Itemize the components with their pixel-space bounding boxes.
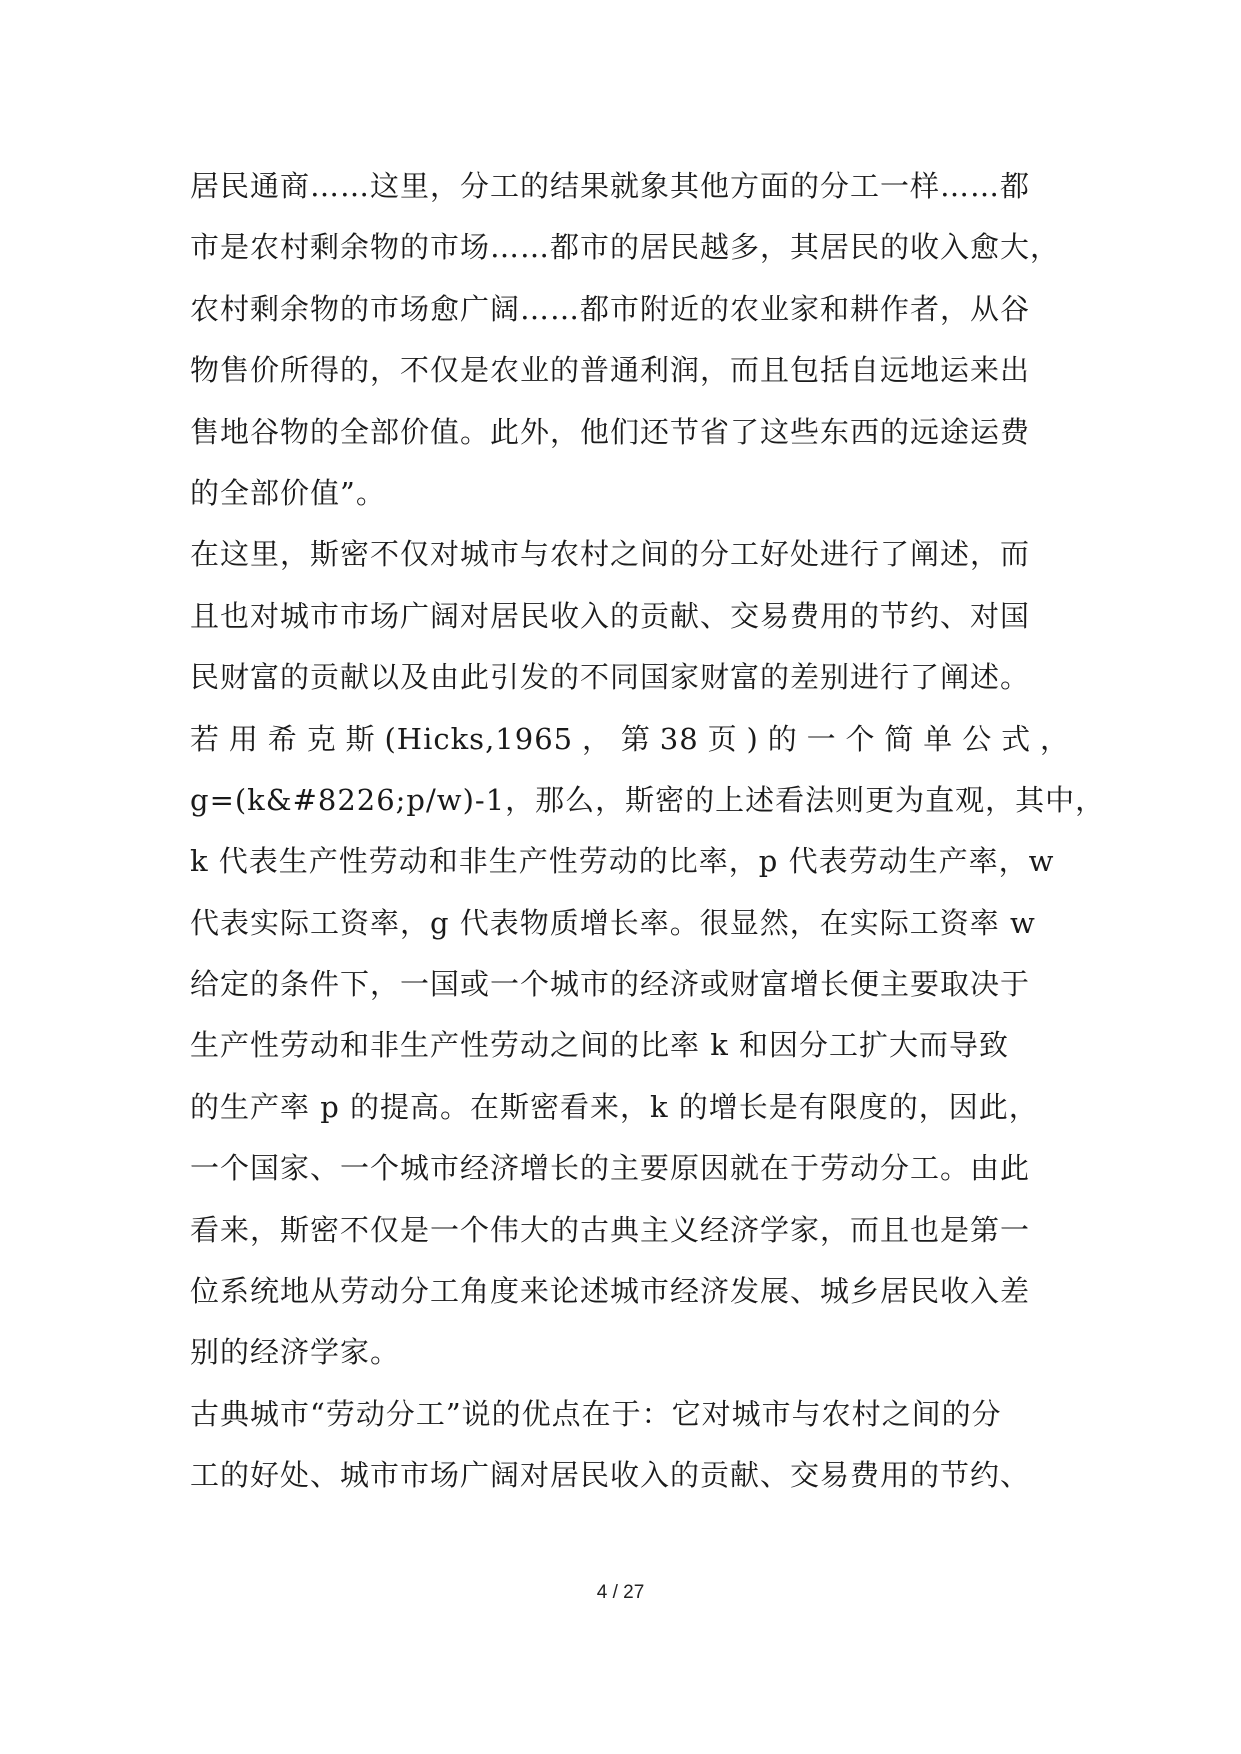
- text-line: 一个国家、一个城市经济增长的主要原因就在于劳动分工。由此: [190, 1151, 1031, 1186]
- text-line: 工的好处、城市市场广阔对居民收入的贡献、交易费用的节约、: [190, 1458, 1031, 1493]
- text-line: 居民通商……这里，分工的结果就象其他方面的分工一样……都: [190, 169, 1031, 203]
- text-line: 代表实际工资率，g 代表物质增长率。很显然，在实际工资率 w: [190, 905, 1036, 940]
- text-line: 看来，斯密不仅是一个伟大的古典主义经济学家，而且也是第一: [190, 1212, 1031, 1247]
- text-line: 物售价所得的，不仅是农业的普通利润，而且包括自远地运来出: [190, 353, 1031, 388]
- text-line: 农村剩余物的市场愈广阔……都市附近的农业家和耕作者，从谷: [190, 291, 1031, 326]
- text-line: 位系统地从劳动分工角度来论述城市经济发展、城乡居民收入差: [190, 1274, 1031, 1309]
- page-number: 4 / 27: [596, 1582, 645, 1603]
- text-line: 给定的条件下，一国或一个城市的经济或财富增长便主要取决于: [190, 967, 1031, 1002]
- text-line: 若用希克斯(Hicks,1965，第38页)的一个简单公式，: [190, 721, 1070, 756]
- text-line: 市是农村剩余物的市场……都市的居民越多，其居民的收入愈大，: [190, 230, 1061, 265]
- text-line: 生产性劳动和非生产性劳动之间的比率 k 和因分工扩大而导致: [190, 1028, 1010, 1063]
- text-line: 的全部价值”。: [190, 475, 386, 510]
- text-line: 的生产率 p 的提高。在斯密看来，k 的增长是有限度的，因此，: [190, 1089, 1039, 1124]
- text-line: g=(k&#8226;p/w)-1，那么，斯密的上述看法则更为直观，其中，: [190, 782, 1106, 817]
- text-line: 售地谷物的全部价值。此外，他们还节省了这些东西的远途运费: [190, 414, 1031, 449]
- text-line: 民财富的贡献以及由此引发的不同国家财富的差别进行了阐述。: [190, 660, 1031, 695]
- text-line: 在这里，斯密不仅对城市与农村之间的分工好处进行了阐述，而: [190, 537, 1031, 572]
- body-text: [190, 156, 1106, 1507]
- text-line: k 代表生产性劳动和非生产性劳动的比率，p 代表劳动生产率，w: [190, 844, 1055, 879]
- text-line: 且也对城市市场广阔对居民收入的贡献、交易费用的节约、对国: [190, 598, 1031, 633]
- text-line: 古典城市“劳动分工”说的优点在于：它对城市与农村之间的分: [190, 1396, 1002, 1431]
- text-line: 别的经济学家。: [190, 1335, 401, 1370]
